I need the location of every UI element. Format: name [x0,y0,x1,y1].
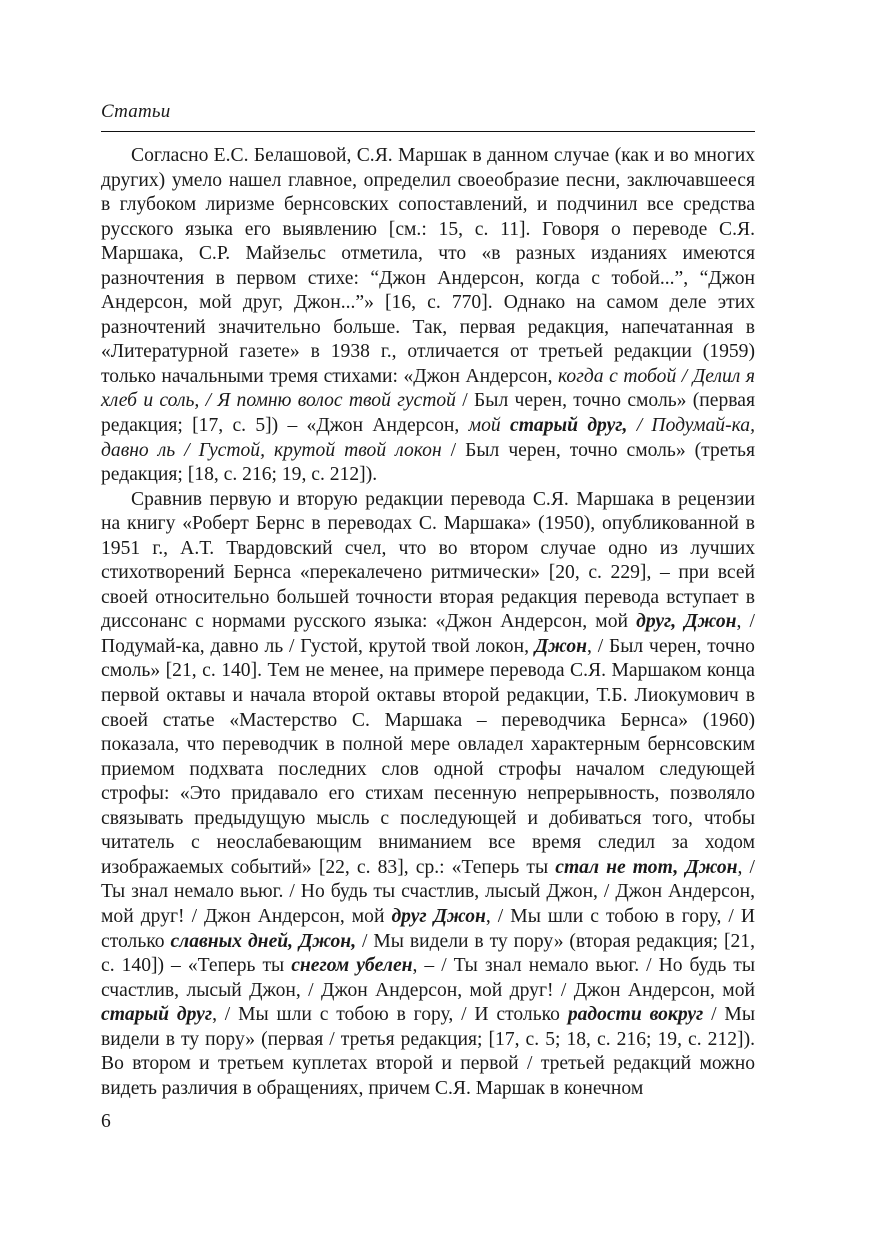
text-segment: , / Был черен, точно смоль» [21, с. 140]. Тем не менее, на примере перевода С.Я. Маршаком конца первой октавы и начала второй октавы второй редакции, Т.Б. Лиокумович в своей статье «Мастерство С. Маршака – переводчика Бернса» (1960) показала, что переводчик в полной мере овладел характерным бернсовским приемом подхвата последних слов одной строфы началом следующей строфы: «Это придавало его стихам песенную непрерывность, позволяло связывать предыдущую мысль с последующей и добиваться того, чтобы читатель с неослабевающим вниманием все время следил за ходом изображаемых событий» [22, с. 83], ср.: «Теперь ты [101,635,755,878]
text-segment: / Мы видели в ту пору» (первая / третья редакция; [17, с. 5; 18, с. 216; 19, с. 212]). Во втором и третьем куплетах второй и первой / третьей редакций можно видеть различия в обращениях, причем С.Я. Маршак в конечном [101,1004,756,1099]
page-number: 6 [101,1111,111,1132]
paragraph-1 [101,144,755,488]
quote-italic: / Подумай-ка, давно ль / Густой, крутой твой локон [101,415,755,461]
emphasis-bold-italic: Джон [534,635,588,657]
emphasis-bold-italic: старый друг, [510,415,628,437]
emphasis-bold-italic: друг, Джон [636,611,737,633]
emphasis-bold-italic: радости вокруг [567,1004,704,1026]
emphasis-bold-italic: старый друг [101,1004,213,1026]
text-segment: / Мы видели в ту пору» (вторая редакция; [21, с. 140]) – «Теперь ты [101,930,755,977]
text-segment: / Был черен, точно смоль» (третья редакция; [18, с. 216; 19, с. 212]). [101,439,755,486]
article-body [101,144,755,1101]
header-rule [101,131,755,132]
emphasis-bold-italic: снегом убелен [291,955,413,977]
quote-italic: когда с тобой / Делил я хлеб и соль, / Я помню волос твой густой [101,365,756,412]
text-segment: , / Ты знал немало вьюг. / Но будь ты счастлив, лысый Джон, / Джон Андерсон, мой друг! / Джон Андерсон, мой [101,856,755,927]
emphasis-bold-italic: стал не тот, Джон [555,856,738,878]
text-segment: / Был черен, точно смоль» (первая редакция; [17, с. 5]) – «Джон Андерсон, [101,390,755,437]
text-segment: , / Мы шли с тобою в гору, / И столько [212,1004,568,1026]
text-segment: , / Мы шли с тобою в гору, / И столько [101,905,755,952]
quote-italic: мой [468,415,510,437]
paragraph-2 [101,488,755,1102]
emphasis-bold-italic: славных дней, Джон, [170,930,357,952]
text-segment: , – / Ты знал немало вьюг. / Но будь ты счастлив, лысый Джон, / Джон Андерсон, мой друг! / Джон Андерсон, мой [101,955,755,1001]
text-segment: Согласно Е.С. Белашовой, С.Я. Маршак в данном случае (как и во многих других) умело нашел главное, определил своеобразие песни, заключавшееся в глубоком лиризме бернсовских сопоставлений, и подчинил все средства русского языка его выявлению [см.: 15, с. 11]. Говоря о переводе С.Я. Маршака, С.Р. Майзельс отметила, что «в разных изданиях имеются разночтения в первом стихе: “Джон Андерсон, когда с тобой...”, “Джон Андерсон, мой друг, Джон...”» [16, с. 770]. Однако на самом деле этих разночтений значительно больше. Так, первая редакция, напечатанная в «Литературной газете» в 1938 г., отличается от третьей редакции (1959) только начальными тремя стихами: «Джон Андерсон, [101,145,755,387]
emphasis-bold-italic: друг Джон [391,905,486,927]
running-header-title: Статьи [101,101,171,122]
text-segment: , / Подумай-ка, давно ль / Густой, крутой твой локон, [101,611,755,657]
text-segment: Сравнив первую и вторую редакции перевода С.Я. Маршака в рецензии на книгу «Роберт Бернс в переводах С. Маршака» (1950), опубликованной в 1951 г., А.Т. Твардовский счел, что во втором случае одно из лучших стихотворений Бернса «перекалечено ритмически» [20, с. 229], – при всей своей относительно большей точности вторая редакция перевода вступает в диссонанс с нормами русского языка: «Джон Андерсон, мой [101,488,755,633]
